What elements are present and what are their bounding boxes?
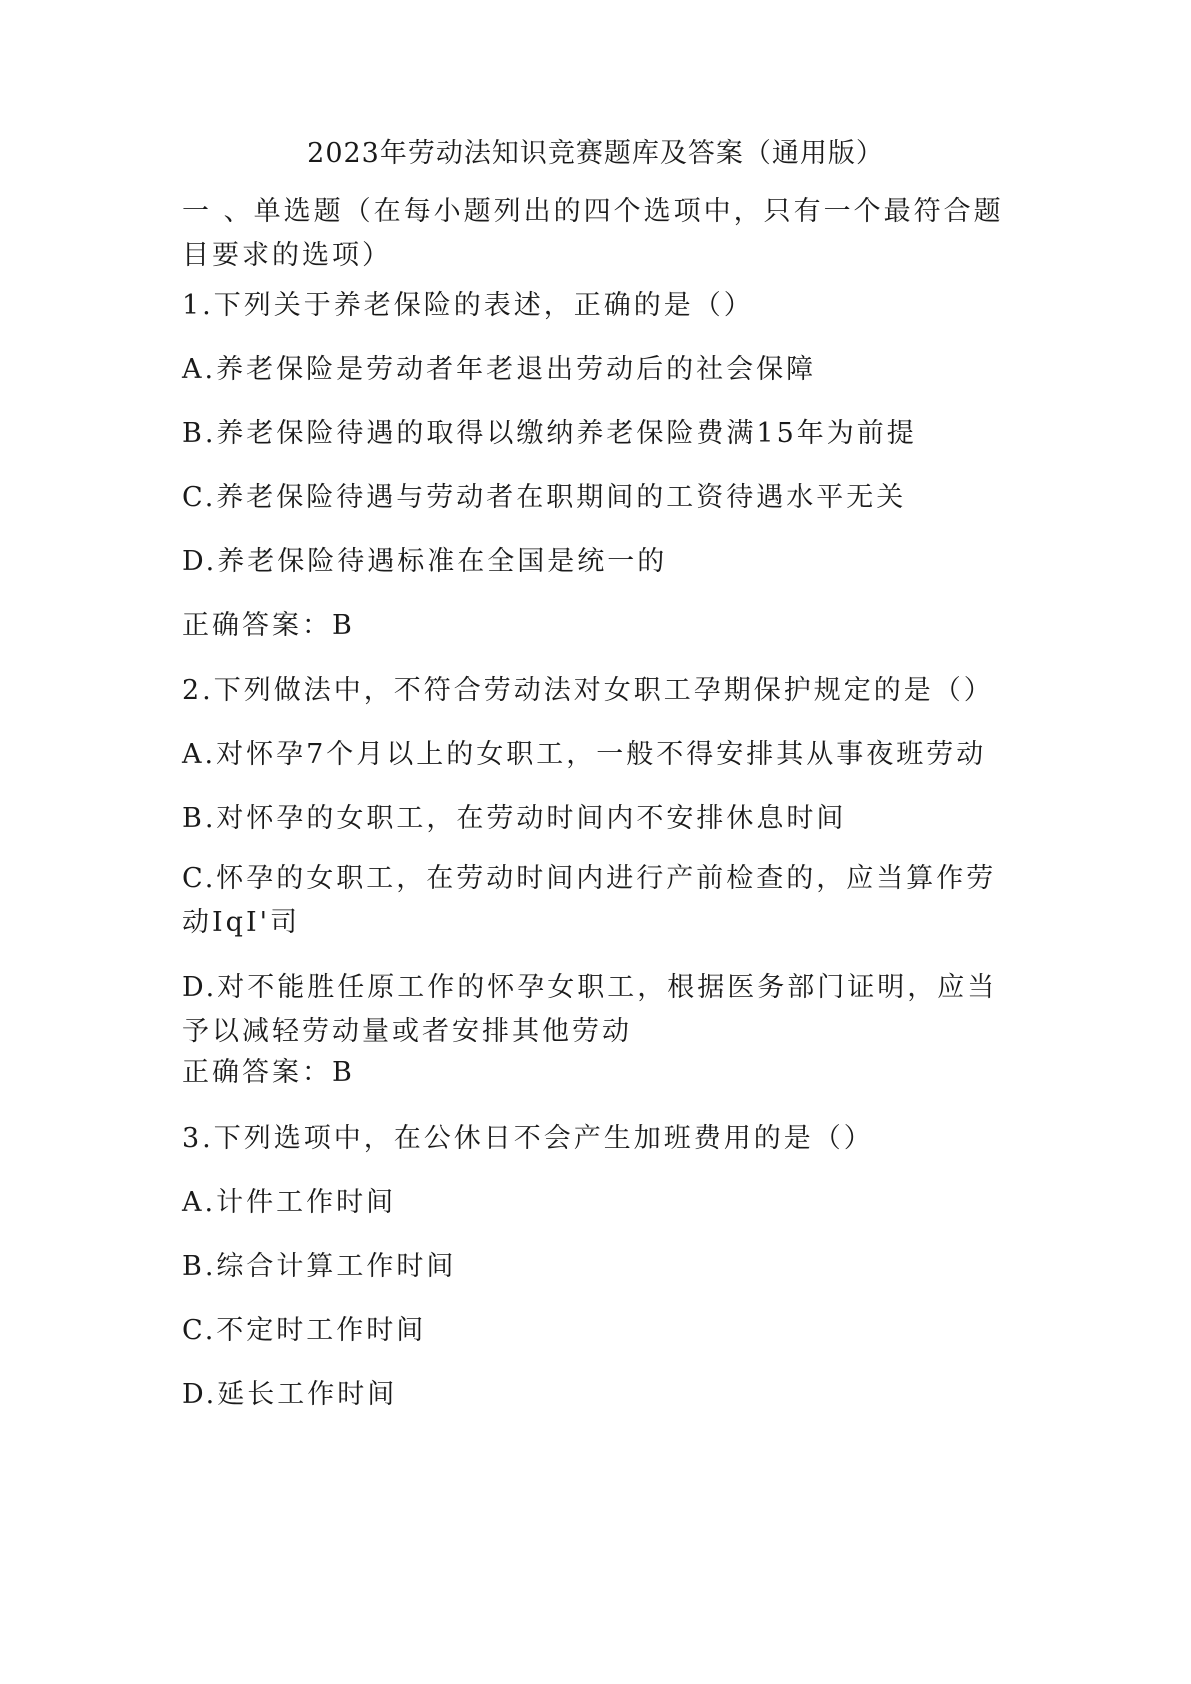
question-1-answer: 正确答案：B xyxy=(182,610,355,641)
question-2-stem: 2.下列做法中，不符合劳动法对女职工孕期保护规定的是（） xyxy=(182,675,994,706)
question-1-option-c: C.养老保险待遇与劳动者在职期间的工资待遇水平无关 xyxy=(182,482,907,513)
question-1-stem: 1.下列关于养老保险的表述，正确的是（） xyxy=(182,290,754,321)
document-title: 2023年劳动法知识竞赛题库及答案（通用版） xyxy=(307,138,884,169)
question-1-option-a: A.养老保险是劳动者年老退出劳动后的社会保障 xyxy=(182,354,817,385)
question-3-option-a: A.计件工作时间 xyxy=(182,1187,397,1218)
question-1-option-d: D.养老保险待遇标准在全国是统一的 xyxy=(182,546,668,577)
question-2-option-c: C.怀孕的女职工，在劳动时间内进行产前检查的，应当算作劳动IqI'司 xyxy=(182,863,997,938)
question-2-option-d: D.对不能胜任原工作的怀孕女职工，根据医务部门证明，应当予以减轻劳动量或者安排其他劳动 xyxy=(182,972,998,1047)
question-3-option-b: B.综合计算工作时间 xyxy=(182,1251,457,1282)
section-heading: 一 、单选题（在每小题列出的四个选项中，只有一个最符合题目要求的选项） xyxy=(182,196,1004,271)
question-2-answer: 正确答案：B xyxy=(182,1057,355,1088)
question-3-stem: 3.下列选项中，在公休日不会产生加班费用的是（） xyxy=(182,1123,874,1154)
question-2-option-b: B.对怀孕的女职工，在劳动时间内不安排休息时间 xyxy=(182,803,847,834)
question-1-option-b: B.养老保险待遇的取得以缴纳养老保险费满15年为前提 xyxy=(182,418,917,449)
question-3-option-c: C.不定时工作时间 xyxy=(182,1315,427,1346)
question-3-option-d: D.延长工作时间 xyxy=(182,1379,398,1410)
question-2-option-a: A.对怀孕7个月以上的女职工，一般不得安排其从事夜班劳动 xyxy=(182,739,987,770)
